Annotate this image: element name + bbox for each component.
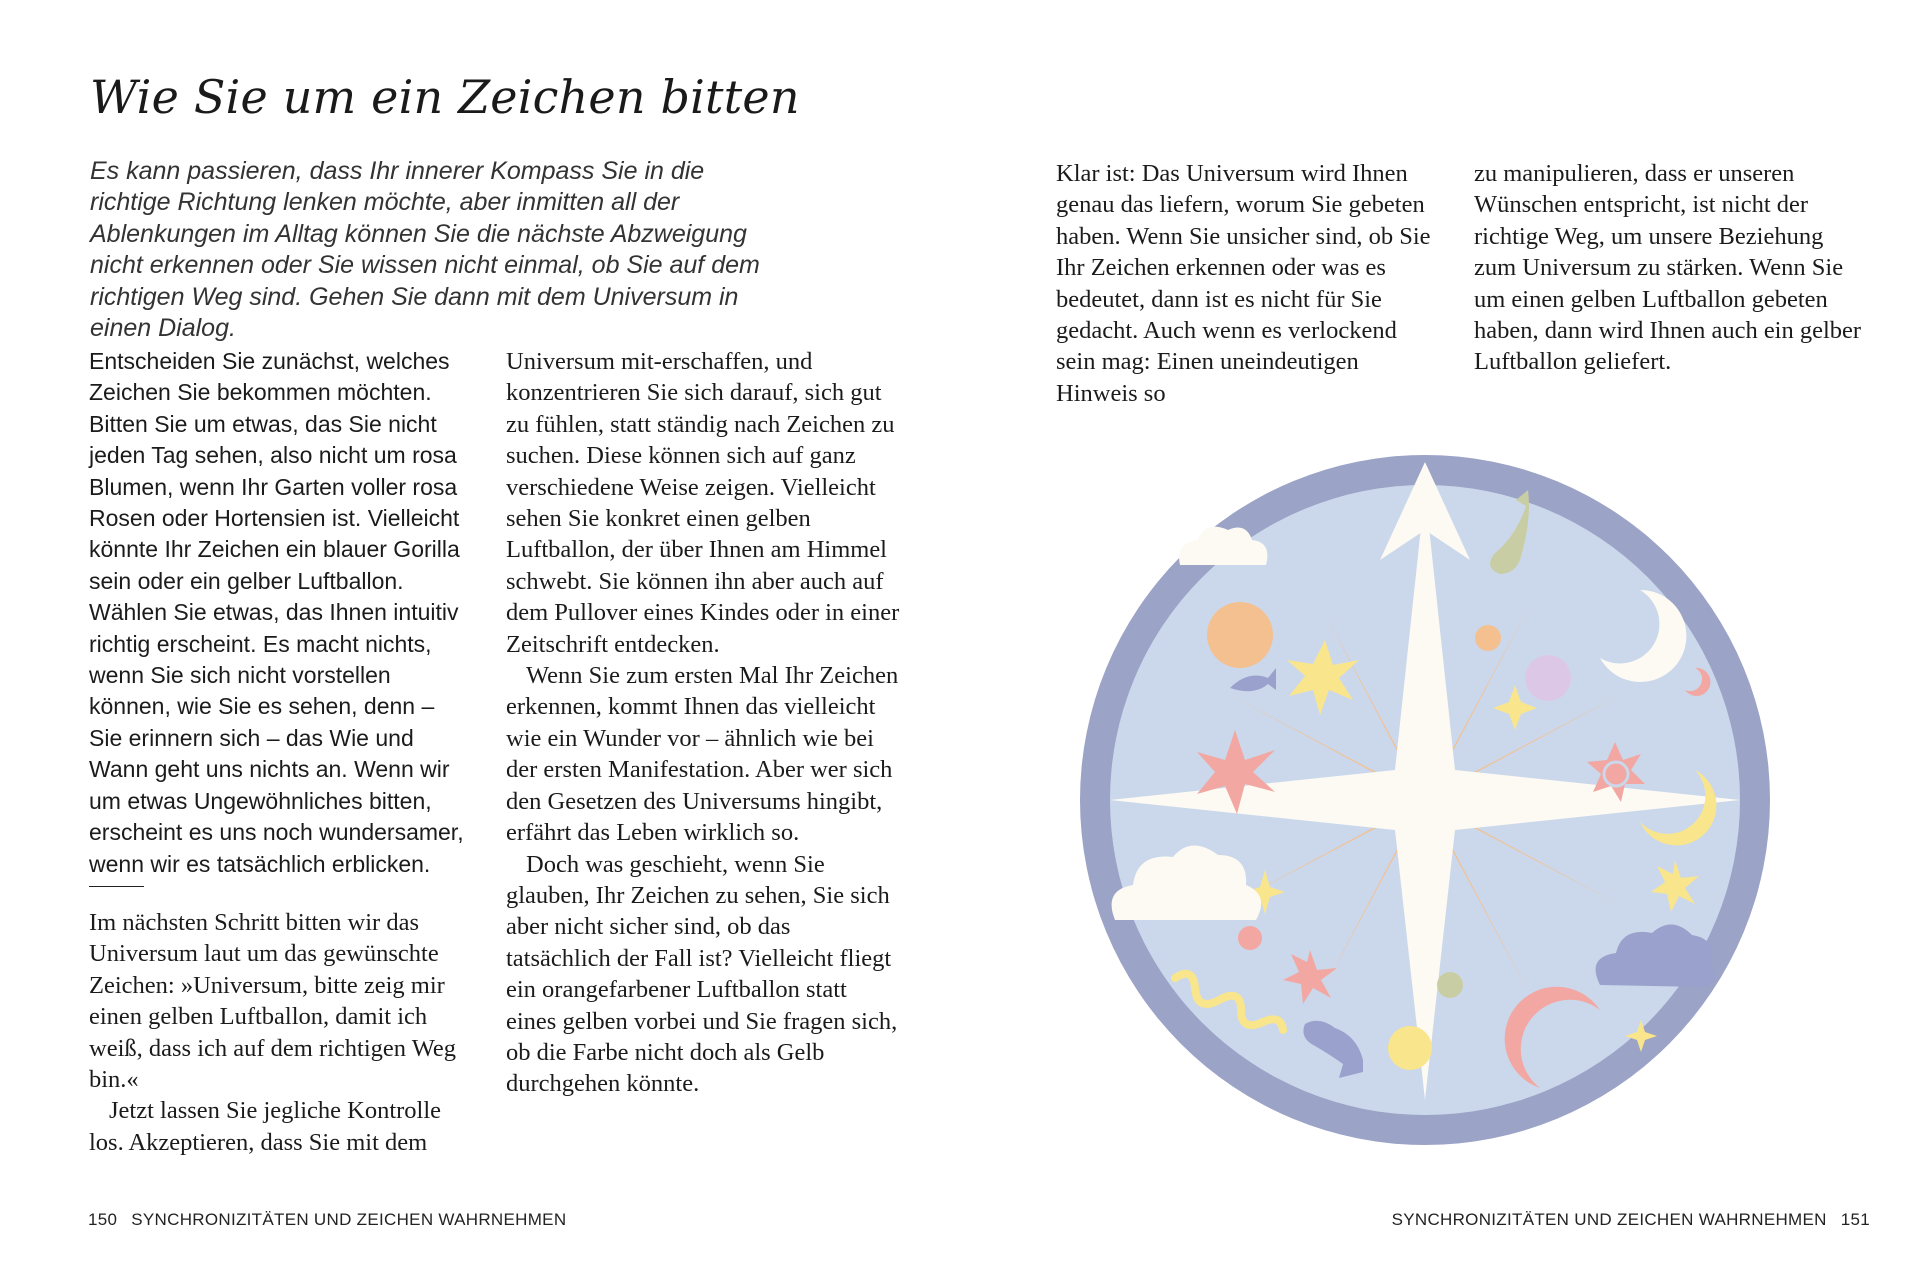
column-1-paragraph-2: Im nächsten Schritt bitten wir das Universum laut um das gewünschte Zeichen: »Universum, bitte zeig mir einen gelben Luftballon, damit ich weiß, dass ich auf dem richtigen Weg bin.« [89,909,457,1094]
column-2-paragraph-2: Wenn Sie zum ersten Mal Ihr Zeichen erkennen, kommt Ihnen das vielleicht wie ein Wunder vor – ähnlich wie bei der ersten Manifestation. Aber wer sich den Gesetzen des Universums hingibt, erfährt das Leben wirklich so. [506,662,899,847]
column-3 [1056,158,1436,409]
page-number-right: 151 [1840,1210,1870,1229]
column-1 [89,346,469,925]
page-title: Wie Sie um ein Zeichen bitten [90,70,800,124]
column-2 [506,346,901,1100]
column-1-continued [89,907,469,1158]
footer-right [1392,1210,1870,1230]
column-1-paragraph-3: Jetzt lassen Sie jegliche Kontrolle los. Akzeptieren, dass Sie mit dem [89,1097,442,1156]
section-divider [89,886,144,887]
compass-illustration-icon [1075,450,1775,1150]
column-4 [1474,158,1869,378]
column-2-paragraph-3: Doch was geschieht, wenn Sie glauben, Ihr Zeichen zu sehen, Sie sich aber nicht sicher sind, ob das tatsächlich der Fall ist? Vielleicht fliegt ein orangefarbener Luftballon statt eines gelben vorbei und Sie fragen sich, ob die Farbe nicht doch als Gelb durchgehen könnte. [506,850,898,1098]
footer-left [88,1210,566,1230]
column-3-paragraph-1: Klar ist: Das Universum wird Ihnen genau das liefern, worum Sie gebeten haben. Wenn Sie unsicher sind, ob Sie Ihr Zeichen erkennen oder was es bedeutet, dann ist es nicht für Sie gedacht. Auch wenn es verlockend sein mag: Einen uneindeutigen Hinweis so [1056,160,1431,407]
column-1-paragraph-1: Entscheiden Sie zunächst, welches Zeichen Sie bekommen möchten. Bitten Sie um etwas, das Sie nicht jeden Tag sehen, also nicht um rosa Blumen, wenn Ihr Garten voller rosa Rosen oder Hortensien ist. Vielleicht könnte Ihr Zeichen ein blauer Gorilla sein oder ein gelber Luftballon. Wählen Sie etwas, das Ihnen intuitiv richtig erscheint. Es macht nichts, wenn Sie sich nicht vorstellen können, wie Sie es sehen, denn – Sie erinnern sich – das Wie und Wann geht uns nichts an. Wenn wir um etwas Ungewöhnliches bitten, erscheint es uns noch wundersamer, wenn wir es tatsächlich erblicken. [89,348,464,877]
running-title-right: SYNCHRONIZITÄTEN UND ZEICHEN WAHRNEHMEN [1391,1210,1827,1229]
intro-paragraph: Es kann passieren, dass Ihr innerer Kompass Sie in die richtige Richtung lenken möchte, aber inmitten all der Ablenkungen im Alltag können Sie die nächste Abzweigung nicht erkennen oder Sie wissen nicht einmal, ob Sie auf dem richtigen Weg sind. Gehen Sie dann mit dem Universum in einen Dialog. [90,157,760,343]
running-title-left: SYNCHRONIZITÄTEN UND ZEICHEN WAHRNEHMEN [131,1210,567,1229]
page-number-left: 150 [88,1210,118,1229]
column-2-paragraph-1: Universum mit-erschaffen, und konzentrieren Sie sich darauf, sich gut zu fühlen, statt ständig nach Zeichen zu suchen. Diese können sich auf ganz verschiedene Weise zeigen. Vielleicht sehen Sie konkret einen gelben Luftballon, der über Ihnen am Himmel schwebt. Sie können ihn aber auch auf dem Pullover eines Kindes oder in einer Zeitschrift entdecken. [506,348,900,658]
column-4-paragraph-1: zu manipulieren, dass er unseren Wünschen entspricht, ist nicht der richtige Weg, um unsere Beziehung zum Universum zu stärken. Wenn Sie um einen gelben Luftballon gebeten haben, dann wird Ihnen auch ein gelber Luftballon geliefert. [1474,160,1862,376]
